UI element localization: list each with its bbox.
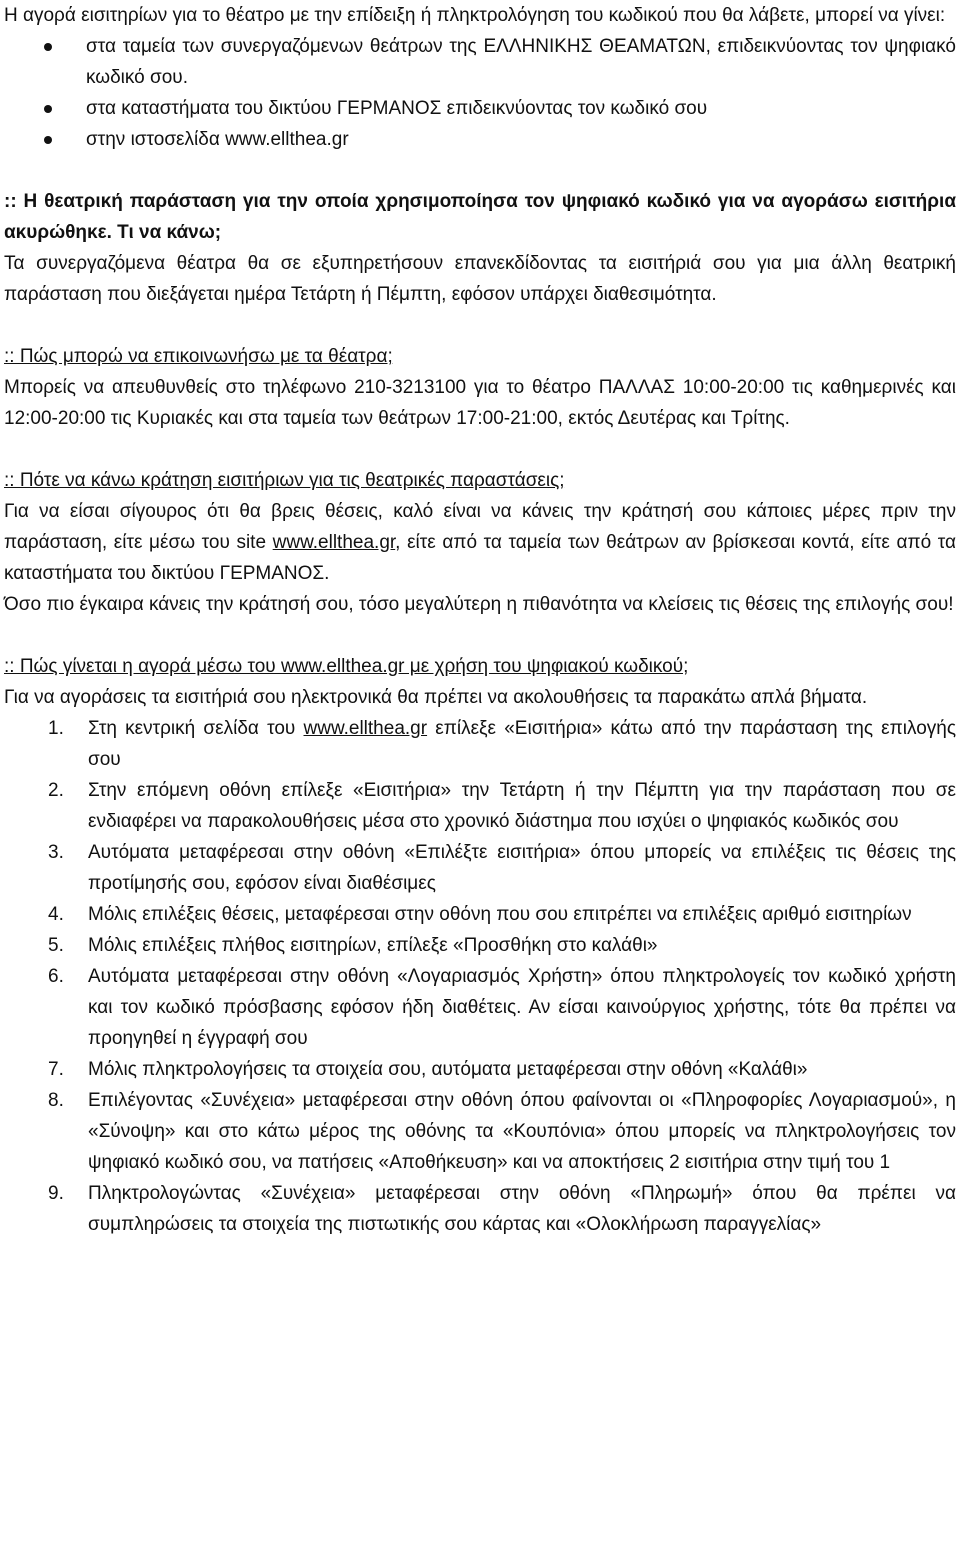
faq1-block	[4, 186, 956, 248]
faq1-answer: Τα συνεργαζόμενα θέατρα θα σε εξυπηρετήσουν επανεκδίδοντας τα εισιτήριά σου για μια άλλη θεατρική παράσταση που διεξάγεται ημέρα Τετάρτη ή Πέμπτη, εφόσον υπάρχει διαθεσιμότητα.	[4, 253, 956, 305]
step-item	[4, 837, 956, 899]
ellthea-link[interactable]: www.ellthea.gr	[303, 718, 428, 739]
step-text: Αυτόματα μεταφέρεσαι στην οθόνη «Λογαριασμός Χρήστη» όπου πληκτρολογείς τον κωδικό χρήστη και τον κωδικό πρόσβασης εφόσον ήδη διαθέτεις. Αν είσαι καινούργιος χρήστης, τότε θα πρέπει να προηγηθεί η έγγραφή σου	[88, 966, 956, 1049]
step-text: Μόλις επιλέξεις θέσεις, μεταφέρεσαι στην οθόνη που σου επιτρέπει να επιλέξεις αριθμό εισιτηρίων	[88, 904, 912, 925]
faq1-question-tail: Τι να κάνω;	[111, 222, 222, 243]
list-item: στα καταστήματα του δικτύου ΓΕΡΜΑΝΟΣ επιδεικνύοντας τον κωδικό σου	[4, 93, 956, 124]
step-text: Μόλις πληκτρολογήσεις τα στοιχεία σου, αυτόματα μεταφέρεσαι στην οθόνη «Καλάθι»	[88, 1059, 808, 1080]
steps-list	[4, 713, 956, 1240]
faq4-question: :: Πώς γίνεται η αγορά μέσω του www.ellthea.gr με χρήση του ψηφιακού κωδικού;	[4, 656, 689, 677]
step-item	[4, 713, 956, 775]
faq3-answer-2: Όσο πιο έγκαιρα κάνεις την κράτησή σου, τόσο μεγαλύτερη η πιθανότητα να κλείσεις τις θέσεις της επιλογής σου!	[4, 594, 954, 615]
step-number: 5.	[48, 935, 64, 956]
step-item	[4, 1178, 956, 1240]
faq4-intro: Για να αγοράσεις τα εισιτήριά σου ηλεκτρονικά θα πρέπει να ακολουθήσεις τα παρακάτω απλά βήματα.	[4, 687, 868, 708]
step-item	[4, 775, 956, 837]
step-number: 3.	[48, 842, 64, 863]
step-item	[4, 899, 956, 930]
step-number: 7.	[48, 1059, 64, 1080]
step-text: Στη κεντρική σελίδα του	[88, 718, 304, 739]
step-number: 8.	[48, 1090, 64, 1111]
faq1-question: :: Η θεατρική παράσταση για την οποία χρησιμοποίησα τον ψηφιακό κωδικό για να αγοράσω εισιτήρια ακυρώθηκε.	[4, 191, 956, 243]
faq3-answer-text-tail: , είτε από τα ταμεία των θεάτρων αν βρίσκεσαι κοντά, είτε από τα καταστήματα του δικτύου ΓΕΡΜΑΝΟΣ.	[4, 532, 956, 584]
step-text: Μόλις επιλέξεις πλήθος εισιτηρίων, επίλεξε «Προσθήκη στο καλάθι»	[88, 935, 658, 956]
list-item: στην ιστοσελίδα www.ellthea.gr	[4, 124, 956, 155]
faq3-question: :: Πότε να κάνω κράτηση εισιτήριων για τις θεατρικές παραστάσεις;	[4, 470, 565, 491]
step-number: 6.	[48, 966, 64, 987]
intro-text: Η αγορά εισιτηρίων για το θέατρο με την επίδειξη ή πληκτρολόγηση του κωδικού που θα λάβετε, μπορεί να γίνει:	[4, 5, 946, 26]
step-text: Αυτόματα μεταφέρεσαι στην οθόνη «Επιλέξτε εισιτήρια» όπου μπορείς να επιλέξεις τις θέσεις της προτίμησής σου, εφόσον είναι διαθέσιμες	[88, 842, 956, 894]
step-number: 9.	[48, 1183, 64, 1204]
step-item	[4, 1054, 956, 1085]
step-item	[4, 1085, 956, 1178]
faq2-answer: Μπορείς να απευθυνθείς στο τηλέφωνο 210-3213100 για το θέατρο ΠΑΛΛΑΣ 10:00-20:00 τις καθημερινές και 12:00-20:00 τις Κυριακές και στα ταμεία των θεάτρων 17:00-21:00, εκτός Δευτέρας και Τρίτης.	[4, 377, 956, 429]
faq3-answer	[4, 496, 956, 589]
ellthea-link[interactable]: www.ellthea.gr	[272, 532, 396, 553]
intro-bullet-list	[4, 31, 956, 155]
step-number: 4.	[48, 904, 64, 925]
step-number: 2.	[48, 780, 64, 801]
step-text: Στην επόμενη οθόνη επίλεξε «Εισιτήρια» την Τετάρτη ή την Πέμπτη για την παράσταση που σε ενδιαφέρει να παρακολουθήσεις μέσα στο χρονικό διάστημα που ισχύει ο ψηφιακός κωδικός σου	[88, 780, 956, 832]
step-text: Πληκτρολογώντας «Συνέχεια» μεταφέρεσαι στην οθόνη «Πληρωμή» όπου θα πρέπει να συμπληρώσεις τα στοιχεία της πιστωτικής σου κάρτας και «Ολοκλήρωση παραγγελίας»	[88, 1183, 956, 1235]
faq3-answer-text: Για να είσαι σίγουρος ότι θα βρεις θέσεις, καλό είναι να κάνεις την κράτησή σου κάποιες μέρες πριν την παράσταση, είτε μέσω του site	[4, 501, 956, 553]
step-item	[4, 961, 956, 1054]
step-item	[4, 930, 956, 961]
step-text: Επιλέγοντας «Συνέχεια» μεταφέρεσαι στην οθόνη όπου φαίνονται οι «Πληροφορίες Λογαριασμού», η «Σύνοψη» και στο κάτω μέρος της οθόνης τα «Κουπόνια» όπου μπορείς να πληκτρολογήσεις τον ψηφιακό κωδικό σου, να πατήσεις «Αποθήκευση» και να αποκτήσεις 2 εισιτήρια στην τιμή του 1	[88, 1090, 956, 1173]
step-text-tail: επίλεξε «Εισιτήρια» κάτω από την παράσταση της επιλογής σου	[88, 718, 956, 770]
faq2-question: :: Πώς μπορώ να επικοινωνήσω με τα θέατρα;	[4, 346, 393, 367]
list-item: στα ταμεία των συνεργαζόμενων θεάτρων της ΕΛΛΗΝΙΚΗΣ ΘΕΑΜΑΤΩΝ, επιδεικνύοντας τον ψηφιακό κωδικό σου.	[4, 31, 956, 93]
step-number: 1.	[48, 718, 64, 739]
